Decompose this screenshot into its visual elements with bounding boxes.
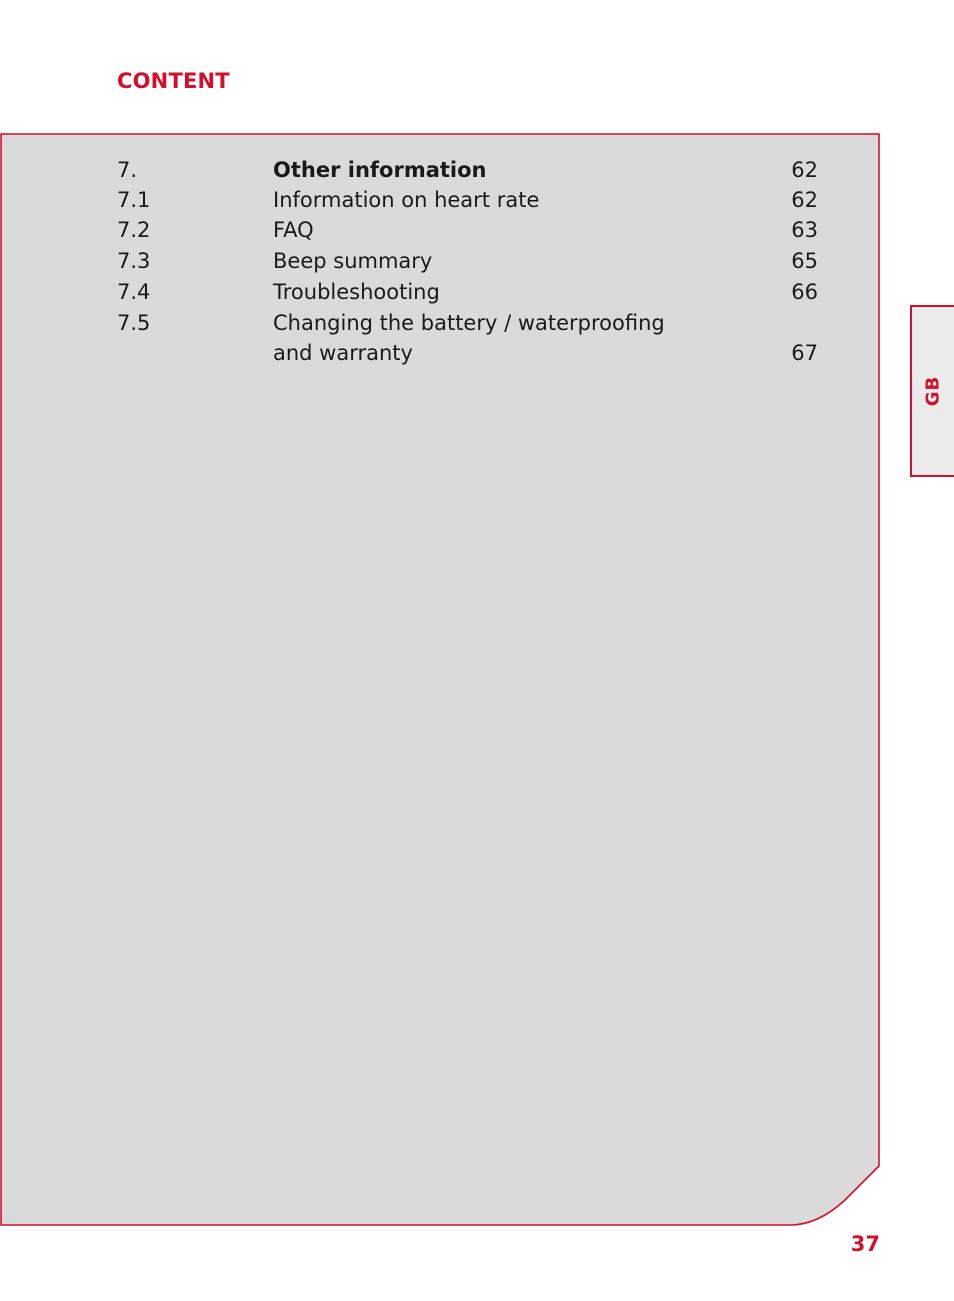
toc-entry-title: Troubleshooting	[273, 280, 440, 304]
content-panel	[0, 133, 880, 1226]
toc-entry-title: and warranty	[273, 341, 413, 365]
toc-entry-title: Other information	[273, 158, 487, 182]
toc-entry-number: 7.3	[117, 249, 151, 273]
page-number: 37	[850, 1232, 880, 1256]
toc-entry-title: Changing the battery / waterproofing	[273, 311, 665, 335]
toc-entry-7-1[interactable]	[0, 185, 954, 215]
toc-entry-page: 67	[791, 341, 818, 365]
toc-entry-page: 66	[791, 280, 818, 304]
toc-entry-page: 63	[791, 218, 818, 242]
toc-entry-7[interactable]	[0, 155, 954, 185]
toc-entry-7-5-continued[interactable]	[0, 338, 954, 368]
toc-entry-title: Information on heart rate	[273, 188, 540, 212]
language-tab-label: GB	[922, 375, 944, 407]
toc-entry-number: 7.5	[117, 311, 151, 335]
table-of-contents	[0, 133, 954, 533]
toc-entry-page: 62	[791, 158, 818, 182]
page-title: CONTENT	[117, 69, 230, 93]
toc-entry-number: 7.4	[117, 280, 151, 304]
toc-entry-number: 7.2	[117, 218, 151, 242]
toc-entry-page: 62	[791, 188, 818, 212]
toc-entry-7-2[interactable]	[0, 215, 954, 245]
language-tab[interactable]	[910, 305, 954, 477]
toc-entry-title: FAQ	[273, 218, 314, 242]
toc-entry-number: 7.	[117, 158, 138, 182]
toc-entry-title: Beep summary	[273, 249, 433, 273]
toc-entry-number: 7.1	[117, 188, 151, 212]
toc-entry-7-4[interactable]	[0, 277, 954, 307]
toc-entry-page: 65	[791, 249, 818, 273]
toc-entry-7-3[interactable]	[0, 246, 954, 276]
toc-entry-7-5[interactable]	[0, 308, 954, 338]
